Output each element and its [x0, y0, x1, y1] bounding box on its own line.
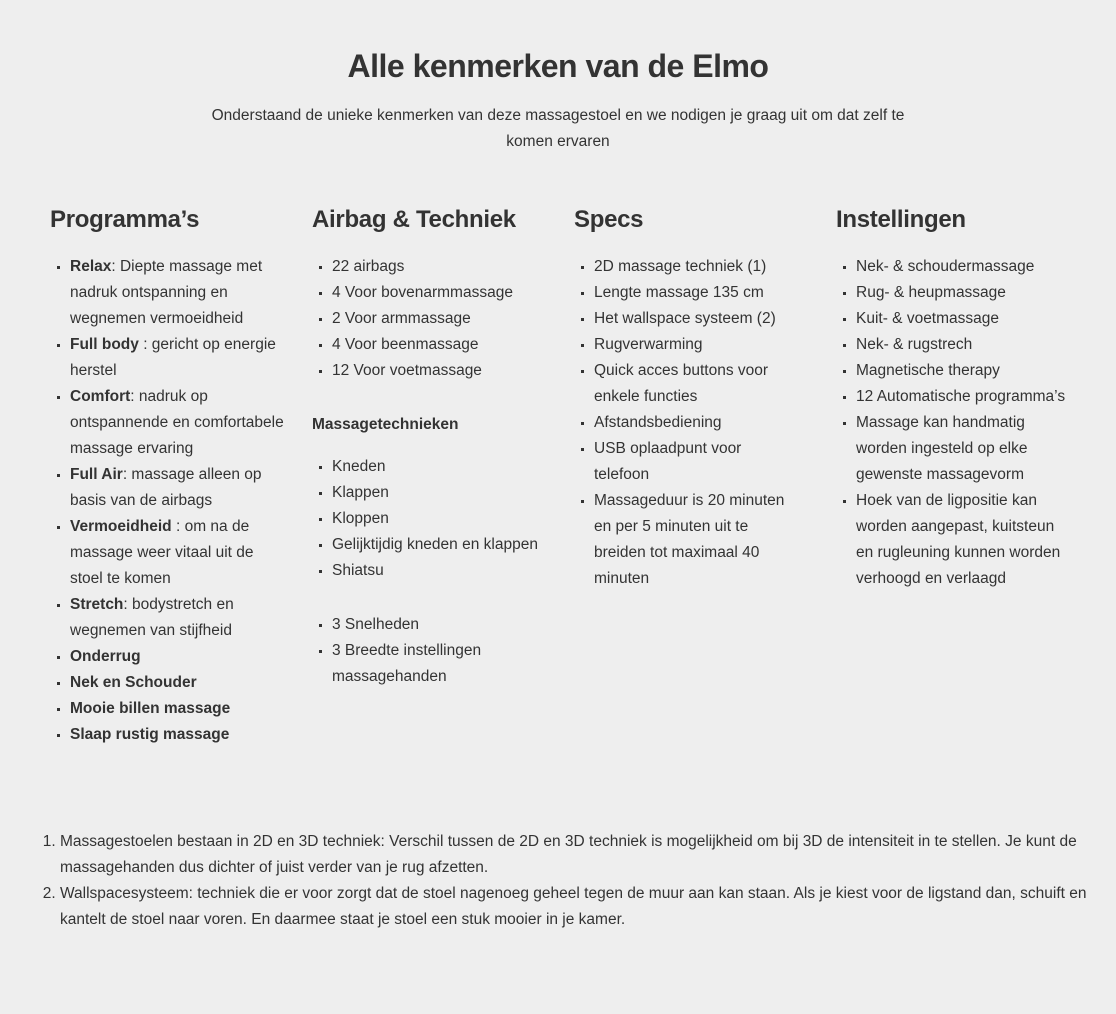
techniques-list	[312, 454, 552, 584]
column-heading: Programma’s	[50, 206, 200, 233]
intro-text: Onderstaand de unieke kenmerken van deze massagestoel en we nodigen je graag uit om dat zelf te komen ervaren	[211, 107, 905, 150]
list-item: ▪ Relax: Diepte massage met nadruk ontspanning en wegnemen vermoeidheid	[70, 254, 290, 332]
settings-list	[836, 254, 1068, 592]
footnote: 1. Massagestoelen bestaan in 2D en 3D techniek: Verschil tussen de 2D en 3D techniek is mogelijkheid om bij 3D de intensiteit in te stellen. Je kunt de massagehanden dus dichter of juist verder van je rug afzetten.	[60, 829, 1090, 881]
list-item: ▪ Full body : gericht op energie herstel	[70, 332, 290, 384]
list-item: ▪ Nek- & schoudermassage	[856, 254, 1068, 280]
list-item: ▪ 22 airbags	[332, 254, 552, 280]
list-item: ▪ Slaap rustig massage	[70, 722, 290, 748]
list-item: ▪ Onderrug	[70, 644, 290, 670]
list-item: ▪ 12 Voor voetmassage	[332, 358, 552, 384]
list-item: ▪ Kuit- & voetmassage	[856, 306, 1068, 332]
page-title: Alle kenmerken van de Elmo	[347, 48, 769, 84]
column-heading: Instellingen	[836, 206, 966, 233]
list-item: ▪ 2D massage techniek (1)	[594, 254, 794, 280]
list-item: ▪ USB oplaadpunt voor telefoon	[594, 436, 794, 488]
airbag-list	[312, 254, 552, 384]
column-heading: Specs	[574, 206, 644, 233]
list-item: ▪ Rugverwarming	[594, 332, 794, 358]
techniques-subheading: Massagetechnieken	[312, 416, 459, 433]
list-item: ▪ 3 Breedte instellingen massagehanden	[332, 638, 552, 690]
speed-width-list	[312, 612, 552, 690]
list-item: ▪ 2 Voor armmassage	[332, 306, 552, 332]
list-item: ▪ 4 Voor bovenarmmassage	[332, 280, 552, 306]
list-item: ▪ Kneden	[332, 454, 552, 480]
list-item: ▪ Shiatsu	[332, 558, 552, 584]
list-item: ▪ Rug- & heupmassage	[856, 280, 1068, 306]
list-item: ▪ Quick acces buttons voor enkele functies	[594, 358, 794, 410]
list-item: ▪ Lengte massage 135 cm	[594, 280, 794, 306]
list-item: ▪ Nek- & rugstrech	[856, 332, 1068, 358]
list-item: ▪ Massageduur is 20 minuten en per 5 minuten uit te breiden tot maximaal 40 minuten	[594, 488, 794, 592]
column-programmas	[50, 204, 290, 748]
footnotes-list	[38, 829, 1090, 933]
column-airbag-techniek	[312, 204, 552, 690]
list-item: ▪ Comfort: nadruk op ontspannende en comfortabele massage ervaring	[70, 384, 290, 462]
list-item: ▪ Stretch: bodystretch en wegnemen van stijfheid	[70, 592, 290, 644]
list-item: ▪ Vermoeidheid : om na de massage weer vitaal uit de stoel te komen	[70, 514, 290, 592]
list-item: ▪ Full Air: massage alleen op basis van de airbags	[70, 462, 290, 514]
list-item: ▪ Het wallspace systeem (2)	[594, 306, 794, 332]
list-item: ▪ Klappen	[332, 480, 552, 506]
list-item: ▪ 12 Automatische programma’s	[856, 384, 1068, 410]
column-specs	[574, 204, 814, 592]
list-item: ▪ Nek en Schouder	[70, 670, 290, 696]
list-item: ▪ Massage kan handmatig worden ingesteld op elke gewenste massagevorm	[856, 410, 1068, 488]
column-heading: Airbag & Techniek	[312, 206, 516, 233]
list-item: ▪ Gelijktijdig kneden en klappen	[332, 532, 552, 558]
list-item: ▪ Kloppen	[332, 506, 552, 532]
list-item: ▪ 3 Snelheden	[332, 612, 552, 638]
list-item: ▪ Hoek van de ligpositie kan worden aangepast, kuitsteun en rugleuning kunnen worden verhoogd en verlaagd	[856, 488, 1068, 592]
specs-list	[574, 254, 794, 592]
column-instellingen	[836, 204, 1076, 592]
footnote: 2. Wallspacesysteem: techniek die er voor zorgt dat de stoel nagenoeg geheel tegen de muur aan kan staan. Als je kiest voor de ligstand dan, schuift en kantelt de stoel naar voren. En daarmee staat je stoel een stuk mooier in je kamer.	[60, 881, 1090, 933]
list-item: ▪ Mooie billen massage	[70, 696, 290, 722]
list-item: ▪ 4 Voor beenmassage	[332, 332, 552, 358]
program-list	[50, 254, 290, 748]
list-item: ▪ Afstandsbediening	[594, 410, 794, 436]
list-item: ▪ Magnetische therapy	[856, 358, 1068, 384]
